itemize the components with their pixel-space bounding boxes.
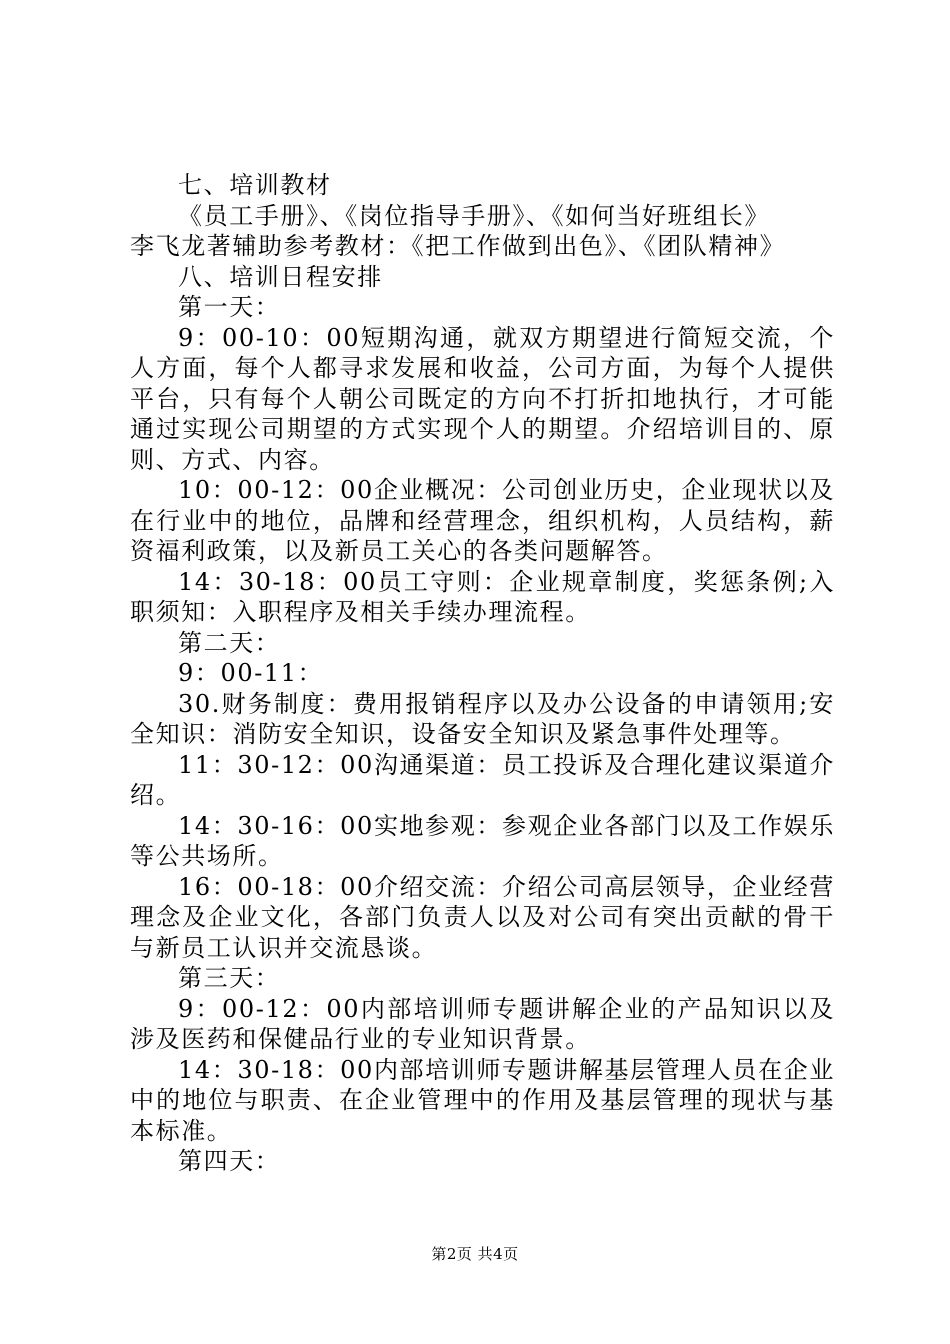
day-3-heading: 第三天： bbox=[178, 964, 281, 992]
day-3-item-1: 9：00-12：00内部培训师专题讲解企业的产品知识以及涉及医药和保健品行业的专业知识背景。 bbox=[130, 994, 835, 1053]
day-1-heading: 第一天： bbox=[178, 293, 281, 321]
day-2-item-1-time: 9：00-11： bbox=[178, 659, 324, 687]
day-2-item-3: 14：30-16：00实地参观：参观企业各部门以及工作娱乐等公共场所。 bbox=[130, 811, 835, 870]
day-1-item-3: 14：30-18：00员工守则：企业规章制度，奖惩条例;入职须知：入职程序及相关手续办理流程。 bbox=[130, 567, 835, 626]
day-1-item-1: 9：00-10：00短期沟通，就双方期望进行简短交流，个人方面，每个人都寻求发展和收益，公司方面，为每个人提供平台，只有每个人朝公司既定的方向不打折扣地执行，才可能通过实现公司期望的方式实现个人的期望。介绍培训目的、原则、方式、内容。 bbox=[130, 323, 835, 474]
day-2-item-4: 16：00-18：00介绍交流：介绍公司高层领导，企业经营理念及企业文化，各部门负责人以及对公司有突出贡献的骨干与新员工认识并交流恳谈。 bbox=[130, 872, 835, 962]
day-4-heading: 第四天： bbox=[178, 1147, 281, 1175]
materials-reference-paragraph: 李飞龙著辅助参考教材：《把工作做到出色》、《团队精神》 bbox=[130, 232, 786, 260]
page-number-footer: 第2页 共4页 bbox=[431, 1245, 519, 1263]
day-2-item-2: 11：30-12：00沟通渠道：员工投诉及合理化建议渠道介绍。 bbox=[130, 750, 835, 809]
section-8-heading: 八、培训日程安排 bbox=[178, 262, 383, 291]
day-2-heading: 第二天： bbox=[178, 628, 281, 657]
day-2-item-1-body: 30.财务制度：费用报销程序以及办公设备的申请领用;安全知识：消防安全知识，设备安全知识及紧急事件处理等。 bbox=[130, 689, 835, 748]
document-body bbox=[130, 170, 835, 1177]
day-1-item-2: 10：00-12：00企业概况：公司创业历史，企业现状以及在行业中的地位，品牌和经营理念，组织机构，人员结构，薪资福利政策，以及新员工关心的各类问题解答。 bbox=[130, 476, 835, 565]
day-3-item-2: 14：30-18：00内部培训师专题讲解基层管理人员在企业中的地位与职责、在企业管理中的作用及基层管理的现状与基本标准。 bbox=[130, 1055, 835, 1145]
materials-paragraph: 《员工手册》、《岗位指导手册》、《如何当好班组长》 bbox=[178, 201, 770, 230]
section-7-heading: 七、培训教材 bbox=[178, 171, 332, 199]
